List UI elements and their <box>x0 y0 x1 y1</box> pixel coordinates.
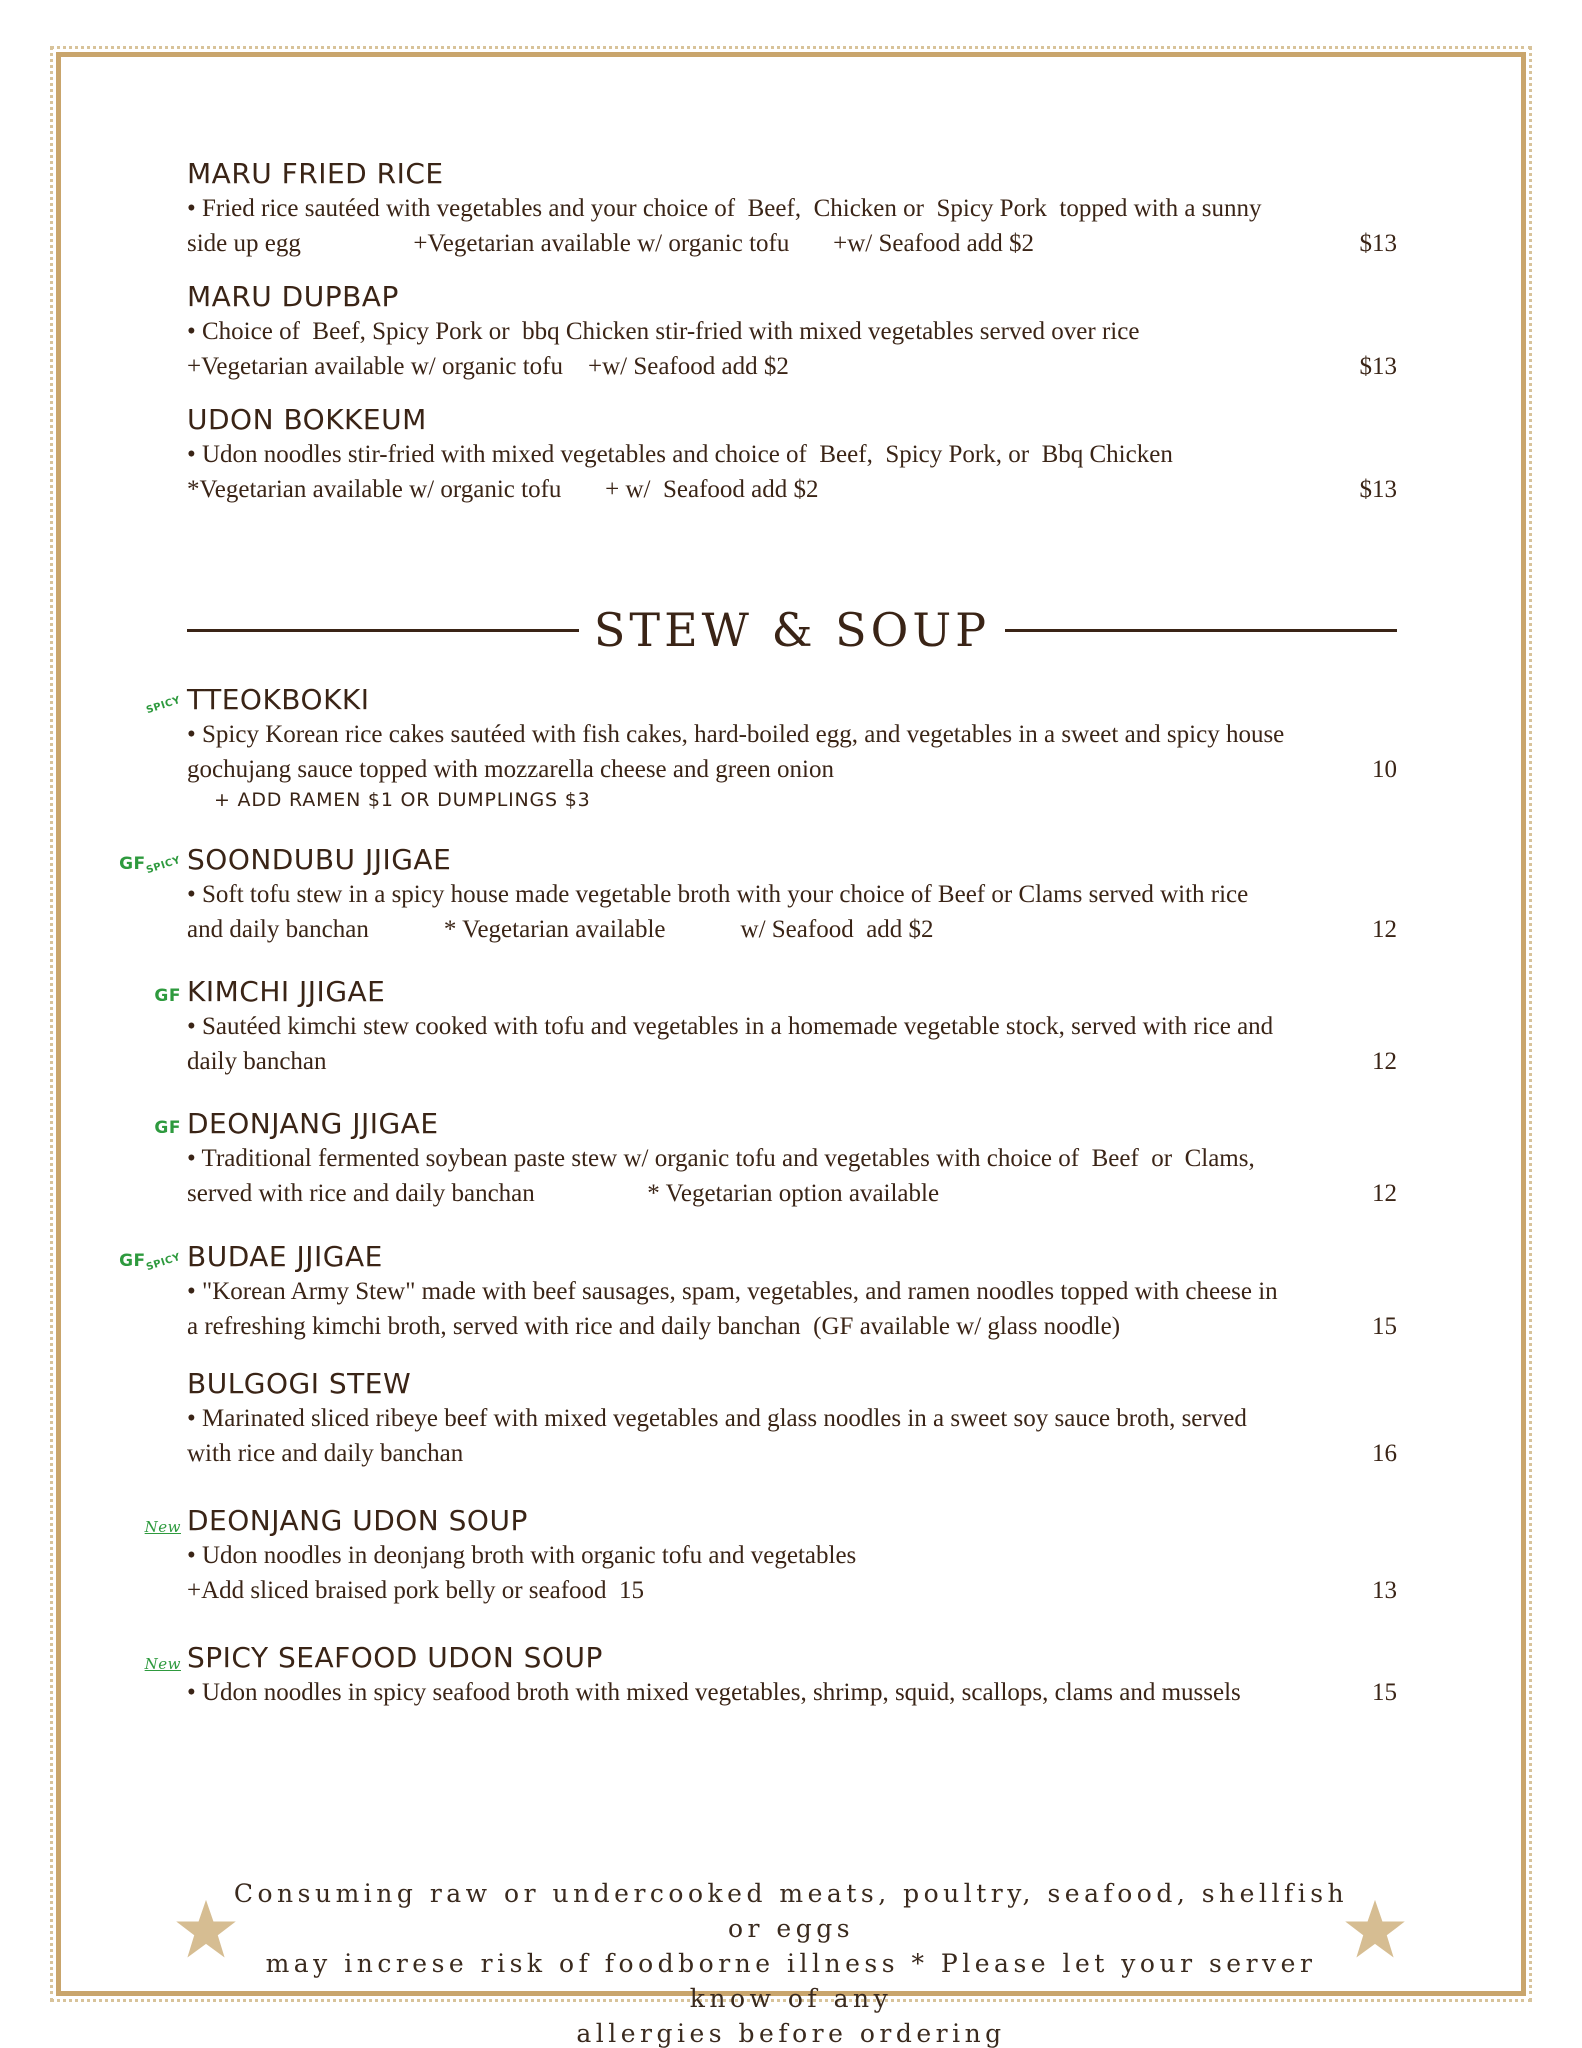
description-line <box>187 437 1397 472</box>
menu-item-bulgogi-stew <box>187 1367 1397 1471</box>
spicy-tag: SPICY <box>144 694 182 717</box>
item-name: BULGOGI STEW <box>187 1367 412 1400</box>
description-line <box>187 1274 1397 1309</box>
item-name: DEONJANG JJIGAE <box>187 1107 439 1140</box>
star-icon <box>175 1898 237 1960</box>
gluten-free-tag: GF <box>154 986 181 1006</box>
item-name: MARU FRIED RICE <box>187 157 444 190</box>
menu-item-deonjang-udon-soup <box>144 1504 1397 1608</box>
item-description <box>187 1009 1397 1079</box>
description-line <box>187 1044 1397 1079</box>
description-text: • Sautéed kimchi stew cooked with tofu and vegetables in a homemade vegetable stock, served with rice and <box>187 1013 1274 1040</box>
item-name-row <box>119 1240 1397 1274</box>
item-price: $13 <box>1359 230 1397 257</box>
description-text: • Udon noodles stir-fried with mixed vegetables and choice of Beef, Spicy Pork, or Bbq Chicken <box>187 441 1173 468</box>
item-price: 15 <box>1372 1313 1397 1340</box>
description-text: • Marinated sliced ribeye beef with mixed vegetables and glass noodles in a sweet soy sauce broth, served <box>187 1405 1247 1432</box>
description-line <box>187 472 1397 507</box>
item-tags <box>145 1645 181 1673</box>
disclaimer-line: allergies before ordering <box>576 2019 1006 2048</box>
description-line <box>187 717 1397 752</box>
description-text: a refreshing kimchi broth, served with rice and daily banchan (GF available w/ glass noodle) <box>187 1313 1121 1340</box>
description-text: side up egg +Vegetarian available w/ organic tofu +w/ Seafood add $2 <box>187 230 1034 257</box>
item-description <box>187 1141 1397 1211</box>
menu-item-deonjang-jjigae <box>154 1107 1397 1211</box>
item-name-row <box>144 1641 1397 1675</box>
description-line <box>187 1401 1397 1436</box>
gluten-free-tag: GF <box>154 1118 181 1138</box>
menu-item-maru-dupbap <box>187 280 1397 384</box>
description-text: and daily banchan * Vegetarian available w/ Seafood add $2 <box>187 916 934 943</box>
item-tags <box>154 1111 181 1139</box>
item-description <box>187 1675 1397 1710</box>
item-price: $13 <box>1359 476 1397 503</box>
item-name: TTEOKBOKKI <box>187 683 370 716</box>
description-line <box>187 1675 1397 1710</box>
description-text: • Spicy Korean rice cakes sautéed with fish cakes, hard-boiled egg, and vegetables in a sweet and spicy house <box>187 721 1285 748</box>
item-price: $13 <box>1359 353 1397 380</box>
gluten-free-tag: GF <box>119 1251 146 1271</box>
item-name: SOONDUBU JJIGAE <box>187 843 452 876</box>
item-name: BUDAE JJIGAE <box>187 1240 383 1273</box>
item-name: MARU DUPBAP <box>187 280 399 313</box>
item-description <box>187 191 1397 261</box>
item-description <box>187 717 1397 787</box>
new-tag: New <box>144 1655 181 1673</box>
new-tag: New <box>144 1518 181 1536</box>
description-text: served with rice and daily banchan * Vegetarian option available <box>187 1180 940 1207</box>
spicy-tag: SPICY <box>144 1251 182 1274</box>
item-name-row <box>154 975 1397 1009</box>
description-line <box>187 1436 1397 1471</box>
description-line <box>187 877 1397 912</box>
item-description <box>187 1274 1397 1344</box>
menu-item-kimchi-jjigae <box>154 975 1397 1079</box>
item-tags <box>154 979 181 1007</box>
item-price: 12 <box>1372 916 1397 943</box>
section-header-stew-soup <box>187 600 1397 660</box>
description-text: • Traditional fermented soybean paste stew w/ organic tofu and vegetables with choice of Beef or Clams, <box>187 1145 1255 1172</box>
description-text: • Choice of Beef, Spicy Pork or bbq Chicken stir-fried with mixed vegetables served over rice <box>187 318 1140 345</box>
description-line <box>187 191 1397 226</box>
description-text: • Udon noodles in deonjang broth with organic tofu and vegetables <box>187 1542 857 1569</box>
item-name: DEONJANG UDON SOUP <box>187 1504 528 1537</box>
item-price: 13 <box>1372 1577 1397 1604</box>
description-line <box>187 752 1397 787</box>
description-line <box>187 314 1397 349</box>
item-addon: + ADD RAMEN $1 OR DUMPLINGS $3 <box>214 789 591 811</box>
item-name-row <box>187 1367 1397 1401</box>
description-text: • Fried rice sautéed with vegetables and your choice of Beef, Chicken or Spicy Pork topped with a sunny <box>187 195 1262 222</box>
section-title: STEW & SOUP <box>593 603 991 657</box>
item-name: KIMCHI JJIGAE <box>187 975 386 1008</box>
description-text: +Vegetarian available w/ organic tofu +w/ Seafood add $2 <box>187 353 789 380</box>
item-price: 10 <box>1372 756 1397 783</box>
description-text: +Add sliced braised pork belly or seafood 15 <box>187 1577 645 1604</box>
item-name-row <box>119 843 1397 877</box>
menu-item-spicy-seafood-udon-soup <box>144 1641 1397 1710</box>
disclaimer-line: may increse risk of foodborne illness * Please let your server know of any <box>265 1949 1317 2013</box>
item-price: 15 <box>1372 1679 1397 1706</box>
gluten-free-tag: GF <box>119 854 146 874</box>
item-description <box>187 1538 1397 1608</box>
description-line <box>187 1176 1397 1211</box>
description-line <box>187 1009 1397 1044</box>
allergy-disclaimer <box>230 1876 1352 2048</box>
menu-item-maru-fried-rice <box>187 157 1397 261</box>
description-line <box>187 349 1397 384</box>
menu-item-soondubu-jjigae <box>119 843 1397 947</box>
menu-item-budae-jjigae <box>119 1240 1397 1344</box>
description-line <box>187 1538 1397 1573</box>
description-line <box>187 1573 1397 1608</box>
item-description <box>187 877 1397 947</box>
item-description <box>187 1401 1397 1471</box>
spicy-tag: SPICY <box>144 854 182 877</box>
disclaimer-line: Consuming raw or undercooked meats, poultry, seafood, shellfish or eggs <box>233 1879 1349 1943</box>
item-name-row <box>154 1107 1397 1141</box>
description-text: gochujang sauce topped with mozzarella cheese and green onion <box>187 756 834 783</box>
description-line <box>187 912 1397 947</box>
item-tags <box>119 847 181 875</box>
item-price: 16 <box>1372 1440 1397 1467</box>
description-line <box>187 1141 1397 1176</box>
menu-item-tteokbokki <box>144 683 1397 813</box>
item-name: SPICY SEAFOOD UDON SOUP <box>187 1641 603 1674</box>
menu-item-udon-bokkeum <box>187 403 1397 507</box>
star-icon <box>1344 1898 1406 1960</box>
item-tags <box>145 1508 181 1536</box>
item-name-row <box>144 1504 1397 1538</box>
item-price: 12 <box>1372 1048 1397 1075</box>
item-description <box>187 314 1397 384</box>
description-line <box>187 226 1397 261</box>
item-tags <box>119 1244 181 1272</box>
description-text: • "Korean Army Stew" made with beef sausages, spam, vegetables, and ramen noodles topped with cheese in <box>187 1278 1278 1305</box>
item-tags <box>146 687 181 715</box>
item-name: UDON BOKKEUM <box>187 403 427 436</box>
description-text: *Vegetarian available w/ organic tofu + w/ Seafood add $2 <box>187 476 819 503</box>
section-rule-right <box>1005 629 1397 632</box>
description-text: • Udon noodles in spicy seafood broth with mixed vegetables, shrimp, squid, scallops, clams and mussels <box>187 1679 1241 1706</box>
item-name-row <box>144 683 1397 717</box>
description-text: with rice and daily banchan <box>187 1440 464 1467</box>
description-line <box>187 1309 1397 1344</box>
description-text: daily banchan <box>187 1048 327 1075</box>
item-price: 12 <box>1372 1180 1397 1207</box>
item-description <box>187 437 1397 507</box>
description-text: • Soft tofu stew in a spicy house made vegetable broth with your choice of Beef or Clams served with rice <box>187 881 1249 908</box>
